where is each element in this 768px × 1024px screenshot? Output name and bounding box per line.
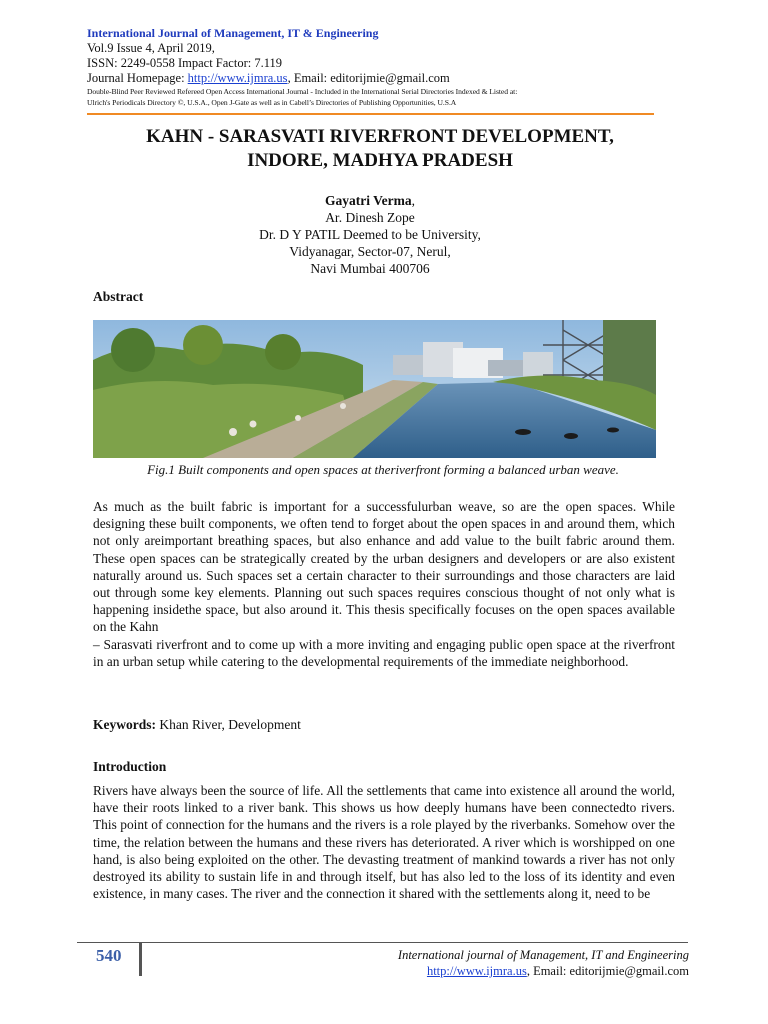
journal-header: [87, 26, 697, 108]
title-line-2: INDORE, MADHYA PRADESH: [247, 150, 513, 171]
indexing-note-2: Ulrich's Periodicals Directory ©, U.S.A., Open J-Gate as well as in Cabell’s Directories of Publishing Opportunities, U.S.A: [87, 98, 457, 107]
page-footer: [300, 947, 689, 979]
keywords-value: Khan River, Development: [156, 717, 301, 732]
page-number: 540: [96, 946, 122, 965]
footer-divider: [77, 942, 688, 943]
author-comma: ,: [411, 193, 415, 208]
affiliation-line-1: Dr. D Y PATIL Deemed to be University,: [259, 227, 481, 242]
issn-line: ISSN: 2249-0558 Impact Factor: 7.119: [87, 56, 283, 70]
riverfront-photo: [93, 320, 656, 458]
abstract-body: [93, 498, 675, 670]
introduction-heading: Introduction: [93, 759, 167, 774]
paper-title: [80, 125, 680, 173]
author-secondary: Ar. Dinesh Zope: [325, 210, 415, 225]
abstract-heading: Abstract: [93, 289, 144, 304]
journal-name: International Journal of Management, IT & Engineering: [87, 26, 379, 40]
footer-email: , Email: editorijmie@gmail.com: [526, 964, 689, 978]
footer-journal-name: International journal of Management, IT and Engineering: [397, 948, 689, 962]
homepage-link[interactable]: http://www.ijmra.us: [187, 71, 288, 85]
affiliation-line-3: Navi Mumbai 400706: [310, 261, 430, 276]
header-email: , Email: editorijmie@gmail.com: [287, 71, 450, 85]
volume-line: Vol.9 Issue 4, April 2019,: [87, 41, 215, 55]
indexing-note-1: Double-Blind Peer Reviewed Refereed Open Access International Journal - Included in the International Serial Directories Indexed & Listed at:: [87, 87, 518, 96]
keywords-line: [93, 716, 301, 733]
abstract-paragraph-cont: – Sarasvati riverfront and to come up with a more inviting and engaging public open space at the riverfront in an urban setup while catering to the developmental requirements of the immediate neighborhood.: [93, 636, 675, 669]
title-line-1: KAHN - SARASVATI RIVERFRONT DEVELOPMENT,: [146, 126, 614, 147]
page-number-bar: [139, 942, 142, 976]
keywords-label: Keywords:: [93, 717, 156, 732]
header-divider: [87, 113, 654, 115]
homepage-line: [87, 71, 697, 86]
figure-caption: Fig.1 Built components and open spaces at theriverfront forming a balanced urban weave.: [147, 462, 619, 477]
introduction-paragraph: Rivers have always been the source of life. All the settlements that came into existence all around the world, have their roots linked to a river bank. This shows us how deeply humans have been connectedto rivers. This point of connection for the humans and the rivers is a role played by the riverbanks. Somehow over the time, the relation between the humans and these rivers has deteriorated. A river which is worshipped on one hand, is also being exploited on the other. The devasting treatment of mankind towards a river has not only destroyed its ability to sustain life in and through itself, but has also led to the loss of its identity and even existence, in many cases. The river and the connection it shared with the settlements along it, need to be: [93, 783, 675, 902]
abstract-paragraph: As much as the built fabric is important for a successfulurban weave, so are the open spaces. While designing these built components, we often tend to forget about the open spaces in and around them, which not only areimportant breathing spaces, but also enhance and add value to the built fabric around them. These open spaces can be strategically created by the urban designers and developers or are also existent naturally around us. Such spaces set a certain character to their surroundings and those characters are laid out through some key elements. Planning out such spaces requires conscious thought of not only what is happening insidethe space, but also around it. This thesis specifically focuses on the open spaces available on the Kahn: [93, 499, 675, 635]
affiliation-line-2: Vidyanagar, Sector-07, Nerul,: [289, 244, 451, 259]
footer-link[interactable]: http://www.ijmra.us: [426, 964, 527, 978]
author-block: [160, 192, 580, 277]
author-primary: Gayatri Verma: [325, 193, 412, 208]
homepage-label: Journal Homepage:: [87, 71, 188, 85]
introduction-body: [93, 782, 675, 902]
